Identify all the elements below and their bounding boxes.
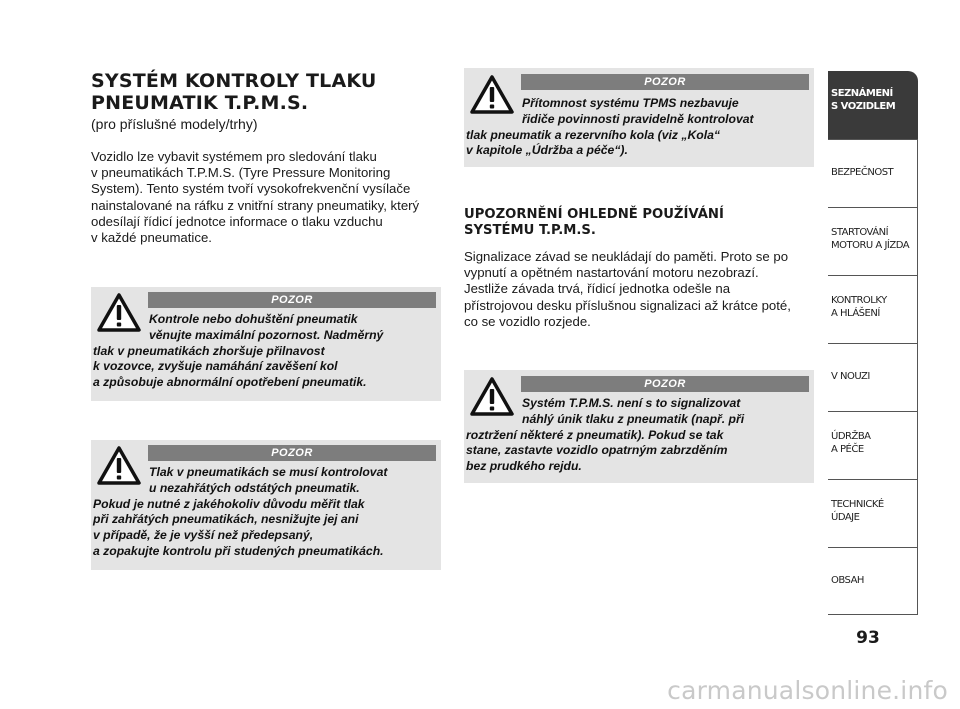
tab-contents[interactable]: OBSAH [828,547,918,615]
warning-text: Systém T.P.M.S. není s to signalizovat náhlý únik tlaku z pneumatik (např. při roztržení některé z pneumatik). Pokud se tak stane, zastavte vozidlo opatrným zabrzděním bez prudkého rejdu. [466,396,745,474]
section-paragraph: Signalizace závad se neukládají do paměti. Proto se po vypnutí a opětném nastartování motoru nezobrazí. Jestliže závada trvá, řídicí jednotka odešle na přístrojovou desku příslušnou signalizaci až krátce poté, co se vozidlo rozjede. [464,249,791,329]
watermark: carmanualsonline.info [667,676,948,705]
tab-warning-lights[interactable]: KONTROLKY A HLÁŠENÍ [828,275,918,343]
tab-emergency[interactable]: V NOUZI [828,343,918,411]
warning-label-bar: POZOR [148,292,436,308]
warning-label-bar: POZOR [521,74,809,90]
warning-box-tpms-duty [464,68,814,167]
tab-safety[interactable]: BEZPEČNOST [828,139,918,207]
page-title [91,70,431,114]
warning-text: Tlak v pneumatikách se musí kontrolovat u nezahřátých odstátých pneumatik. Pokud je nutné z jakéhokoliv důvodu měřit tlak při zahřátých pneumatikách, nesnižujte jej ani v případě, že je vyšší než předepsaný, a zopakujte kontrolu při studených pneumatikách. [93,465,388,558]
warning-label-bar: POZOR [148,445,436,461]
warning-label-bar: POZOR [521,376,809,392]
intro-paragraph: Vozidlo lze vybavit systémem pro sledování tlaku v pneumatikách T.P.M.S. (Tyre Pressure Monitoring System). Tento systém tvoří vysokofrekvenční vysílače nainstalované na ráfku z vnitřní strany pneumatiky, který odesílají řídicí jednotce informace o tlaku vzduchu v každé pneumatice. [91,149,420,246]
warning-text: Kontrole nebo dohuštění pneumatik věnujte maximální pozornost. Nadměrný tlak v pneumatikách zhoršuje přilnavost k vozovce, zvyšuje namáhání zavěšení kol a způsobuje abnormální opotřebení pneumatik. [93,312,384,390]
title-line-1: SYSTÉM KONTROLY TLAKU [91,70,377,92]
section-heading: UPOZORNĚNÍ OHLEDNĚ POUŽÍVÁNÍ SYSTÉMU T.P.M.S. [464,207,724,238]
warning-text: Přítomnost systému TPMS nezbavuje řidiče povinnosti pravidelně kontrolovat tlak pneumatik a rezervního kola (viz „Kola“ v kapitole „Údržba a péče“). [466,96,754,158]
subtitle: (pro příslušné modely/trhy) [91,116,258,132]
title-line-2: PNEUMATIK T.P.M.S. [91,92,309,114]
warning-box-sudden-leak [464,370,814,483]
tab-introduction[interactable]: SEZNÁMENÍ S VOZIDLEM [828,71,918,139]
page-number: 93 [856,628,880,648]
tab-maintenance[interactable]: ÚDRŽBA A PÉČE [828,411,918,479]
tab-technical-data[interactable]: TECHNICKÉ ÚDAJE [828,479,918,547]
chapter-tabs [828,71,918,615]
warning-box-tire-inflation [91,287,441,401]
tab-starting-driving[interactable]: STARTOVÁNÍ MOTORU A JÍZDA [828,207,918,275]
warning-box-cold-tires [91,440,441,570]
